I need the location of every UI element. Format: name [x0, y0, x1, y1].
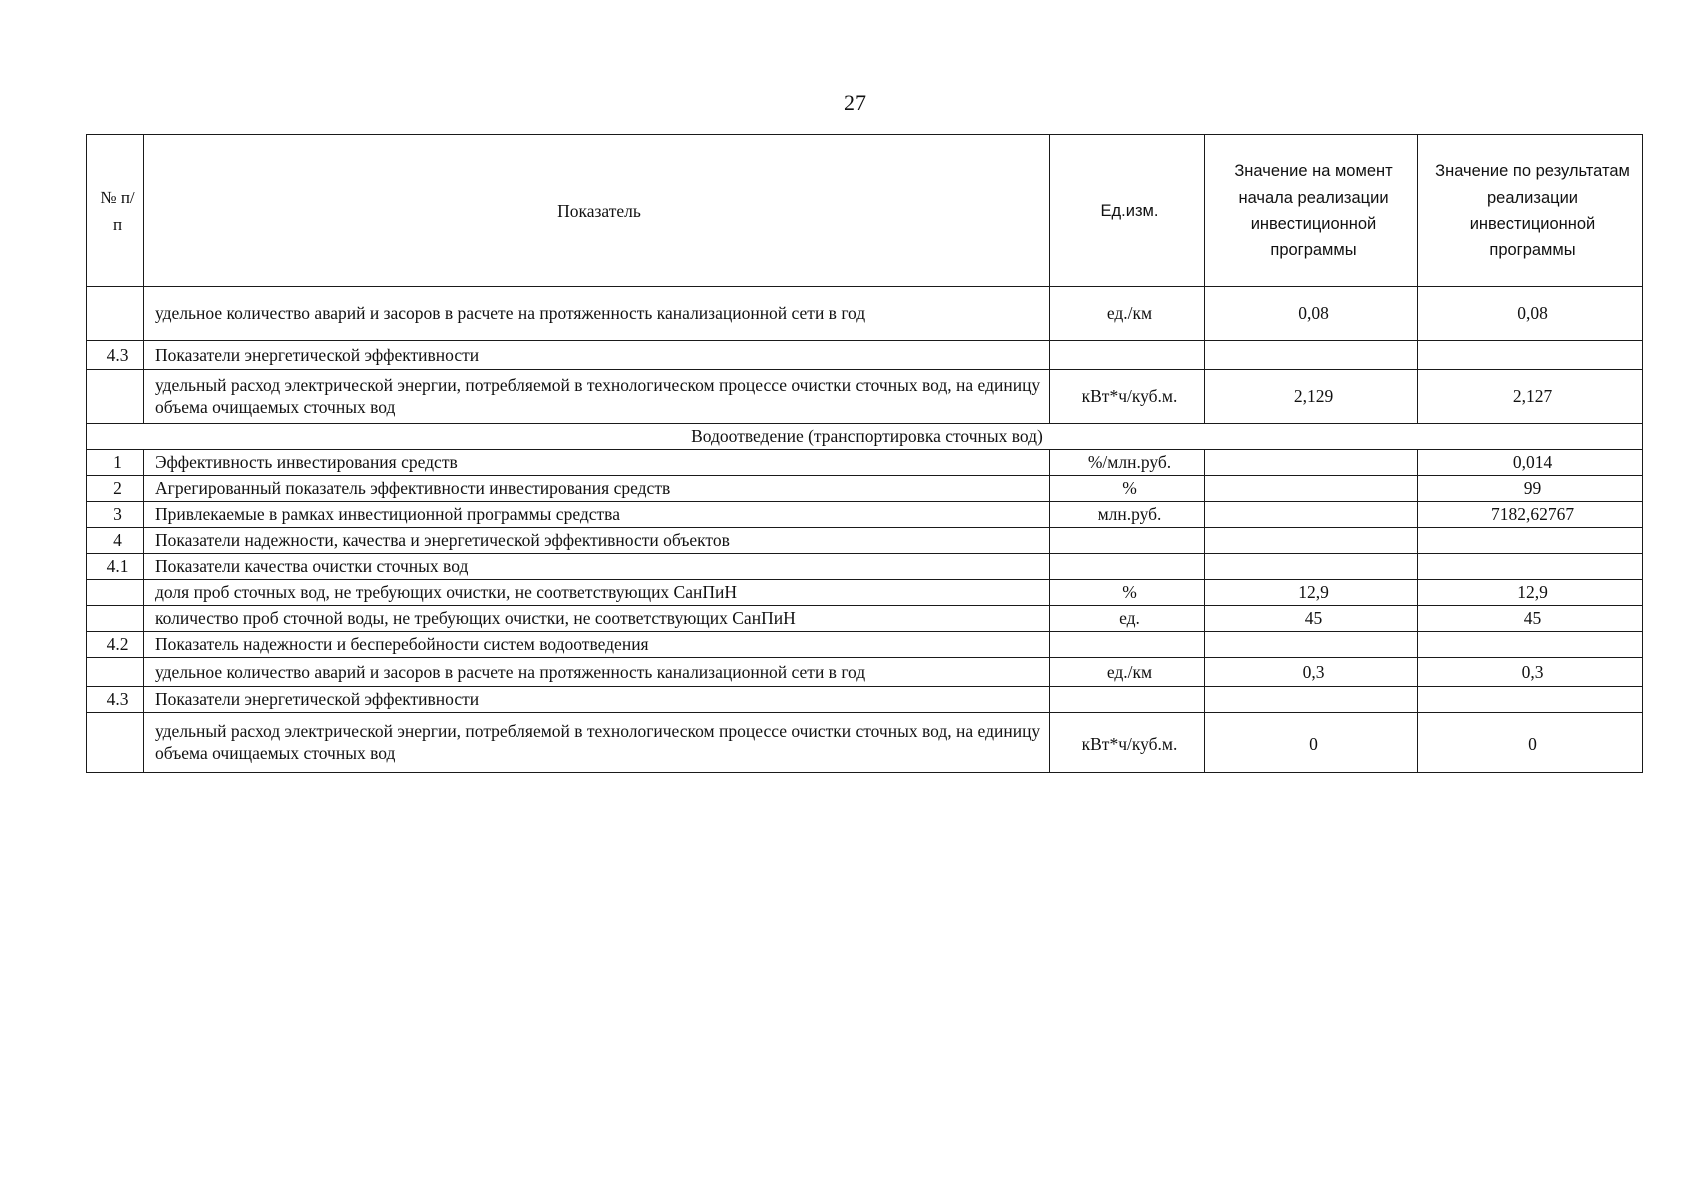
row-unit [1050, 687, 1205, 713]
row-value-start [1205, 476, 1418, 502]
row-value-result [1418, 687, 1643, 713]
table-row [87, 341, 1643, 370]
row-indicator: Привлекаемые в рамках инвестиционной программы средства [144, 502, 1050, 528]
row-value-start [1205, 687, 1418, 713]
indicators-table [86, 134, 1643, 773]
table-row [87, 502, 1643, 528]
table-row [87, 606, 1643, 632]
row-value-result: 12,9 [1418, 580, 1643, 606]
row-value-result: 2,127 [1418, 370, 1643, 424]
row-value-result: 7182,62767 [1418, 502, 1643, 528]
page-number: 27 [844, 90, 866, 115]
row-num: 1 [87, 450, 144, 476]
row-unit: ед./км [1050, 287, 1205, 341]
row-indicator: доля проб сточных вод, не требующих очистки, не соответствующих СанПиН [144, 580, 1050, 606]
row-value-result: 99 [1418, 476, 1643, 502]
row-value-start [1205, 502, 1418, 528]
row-num [87, 370, 144, 424]
row-unit [1050, 528, 1205, 554]
row-value-result: 45 [1418, 606, 1643, 632]
row-indicator: количество проб сточной воды, не требующих очистки, не соответствующих СанПиН [144, 606, 1050, 632]
header-unit: Ед.изм. [1050, 135, 1205, 287]
row-unit [1050, 632, 1205, 658]
row-value-start: 0,3 [1205, 658, 1418, 687]
row-value-result: 0 [1418, 713, 1643, 773]
row-value-start [1205, 554, 1418, 580]
row-unit: %/млн.руб. [1050, 450, 1205, 476]
header-indicator: Показатель [144, 135, 1050, 287]
row-indicator: Показатель надежности и бесперебойности систем водоотведения [144, 632, 1050, 658]
row-indicator: удельный расход электрической энергии, потребляемой в технологическом процессе очистки сточных вод, на единицу объема очищаемых сточных вод [144, 713, 1050, 773]
header-value-result: Значение по результатам реализации инвестиционной программы [1418, 135, 1643, 287]
table-row [87, 476, 1643, 502]
row-num: 4.1 [87, 554, 144, 580]
table-header-row [87, 135, 1643, 287]
row-indicator: Показатели энергетической эффективности [144, 341, 1050, 370]
header-num: № п/п [87, 135, 144, 287]
row-value-result [1418, 341, 1643, 370]
row-indicator: удельный расход электрической энергии, потребляемой в технологическом процессе очистки сточных вод, на единицу объема очищаемых сточных вод [144, 370, 1050, 424]
row-value-result [1418, 554, 1643, 580]
row-indicator: Агрегированный показатель эффективности инвестирования средств [144, 476, 1050, 502]
table-row [87, 528, 1643, 554]
row-num [87, 606, 144, 632]
section-title: Водоотведение (транспортировка сточных вод) [87, 424, 1643, 450]
row-value-start [1205, 341, 1418, 370]
row-indicator: Эффективность инвестирования средств [144, 450, 1050, 476]
table-row [87, 554, 1643, 580]
row-num: 4.2 [87, 632, 144, 658]
row-num [87, 658, 144, 687]
row-num [87, 287, 144, 341]
table-row [87, 632, 1643, 658]
row-unit: % [1050, 476, 1205, 502]
table-row [87, 687, 1643, 713]
table-row [87, 450, 1643, 476]
row-value-start [1205, 632, 1418, 658]
row-value-start: 2,129 [1205, 370, 1418, 424]
row-num [87, 713, 144, 773]
row-num: 2 [87, 476, 144, 502]
header-value-start: Значение на момент начала реализации инвестиционной программы [1205, 135, 1418, 287]
row-value-result [1418, 528, 1643, 554]
row-num: 4.3 [87, 341, 144, 370]
row-indicator: Показатели энергетической эффективности [144, 687, 1050, 713]
row-value-start [1205, 450, 1418, 476]
row-num: 4.3 [87, 687, 144, 713]
row-unit: кВт*ч/куб.м. [1050, 370, 1205, 424]
row-num: 3 [87, 502, 144, 528]
row-unit [1050, 341, 1205, 370]
table-row [87, 658, 1643, 687]
row-value-start: 0,08 [1205, 287, 1418, 341]
row-unit: млн.руб. [1050, 502, 1205, 528]
table-row [87, 580, 1643, 606]
row-value-result [1418, 632, 1643, 658]
row-indicator: удельное количество аварий и засоров в расчете на протяженность канализационной сети в год [144, 658, 1050, 687]
row-value-start: 45 [1205, 606, 1418, 632]
row-num [87, 580, 144, 606]
table-row [87, 713, 1643, 773]
row-value-result: 0,014 [1418, 450, 1643, 476]
row-unit [1050, 554, 1205, 580]
row-indicator: Показатели надежности, качества и энергетической эффективности объектов [144, 528, 1050, 554]
row-unit: % [1050, 580, 1205, 606]
row-value-start: 12,9 [1205, 580, 1418, 606]
row-value-result: 0,08 [1418, 287, 1643, 341]
table-row [87, 370, 1643, 424]
row-indicator: Показатели качества очистки сточных вод [144, 554, 1050, 580]
row-unit: ед./км [1050, 658, 1205, 687]
table-row [87, 287, 1643, 341]
row-value-start: 0 [1205, 713, 1418, 773]
row-value-start [1205, 528, 1418, 554]
row-indicator: удельное количество аварий и засоров в расчете на протяженность канализационной сети в год [144, 287, 1050, 341]
row-num: 4 [87, 528, 144, 554]
row-value-result: 0,3 [1418, 658, 1643, 687]
row-unit: ед. [1050, 606, 1205, 632]
section-row [87, 424, 1643, 450]
row-unit: кВт*ч/куб.м. [1050, 713, 1205, 773]
